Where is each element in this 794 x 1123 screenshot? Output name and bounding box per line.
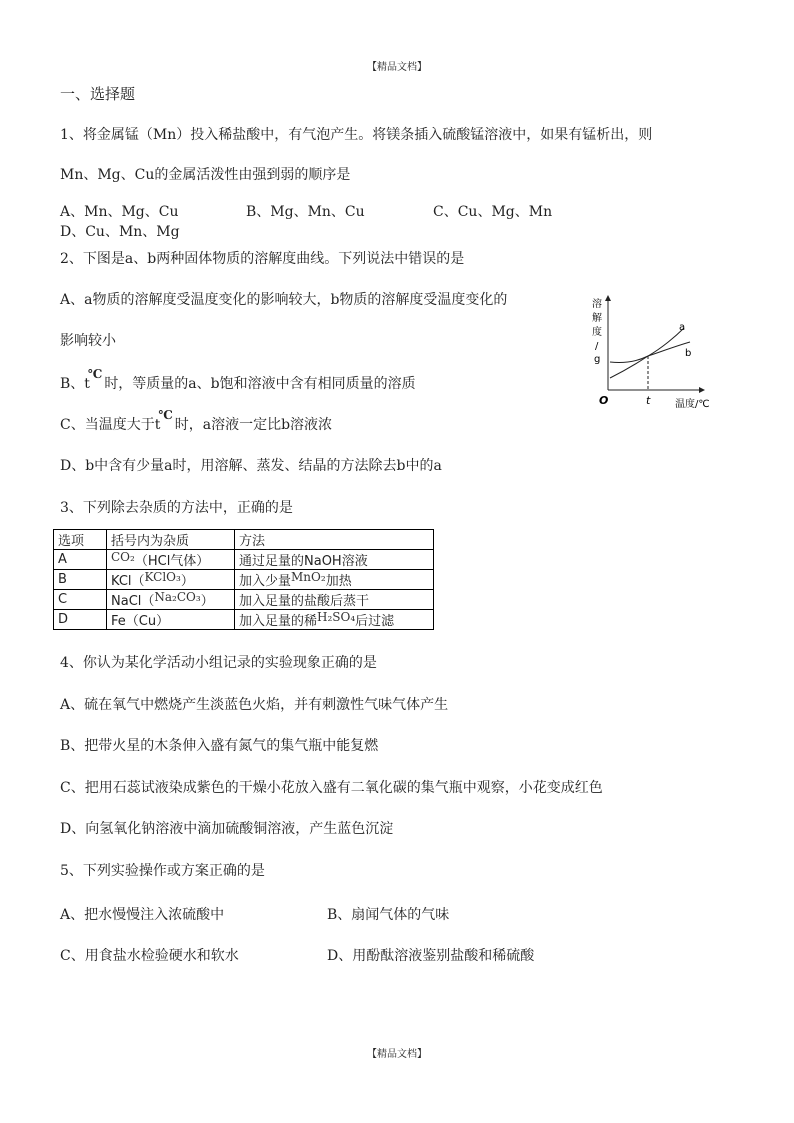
table-header-row (54, 530, 434, 550)
table-cell-method (235, 570, 434, 590)
section-title: 一、选择题 (60, 85, 136, 103)
table-cell-impurity (107, 550, 235, 570)
q4-option-d: D、向氢氧化钠溶液中滴加硫酸铜溶液，产生蓝色沉淀 (60, 821, 394, 837)
curve-a-label: a (679, 322, 686, 333)
q4-option-a: A、硫在氧气中燃烧产生淡蓝色火焰，并有刺激性气味气体产生 (60, 697, 449, 713)
method-text: 通过足量的NaOH溶液 (239, 554, 368, 569)
q2-option-b (60, 367, 416, 393)
q1-option-b: B、Mg、Mn、Cu (246, 204, 365, 220)
solubility-graph (586, 290, 736, 415)
q1-option-a: A、Mn、Mg、Cu (60, 204, 179, 220)
q5-option-c: C、用食盐水检验硬水和软水 (60, 948, 239, 964)
x-axis-label: 温度/℃ (675, 399, 710, 410)
chemical-formula: H₂SO₄ (317, 610, 356, 624)
table-header-cell: 括号内为杂质 (107, 530, 235, 550)
table-cell-method (235, 610, 434, 630)
y-axis-label-char: 溶 (592, 299, 602, 310)
table-cell-option: B (54, 570, 107, 590)
q2-option-b-pre: B、t (60, 376, 90, 392)
q2-option-a-line2: 影响较小 (60, 333, 116, 349)
q3-stem: 3、下列除去杂质的方法中，正确的是 (60, 500, 293, 516)
table-cell-option: C (54, 590, 107, 610)
table-cell-impurity (107, 610, 235, 630)
q1-stem-line1: 1、将金属锰（Mn）投入稀盐酸中，有气泡产生。将镁条插入硫酸锰溶液中，如果有锰析出，则 (60, 127, 653, 143)
t-tick-label: t (646, 394, 651, 407)
q1-option-d: D、Cu、Mn、Mg (60, 224, 180, 240)
y-axis-label-char: g (594, 354, 601, 365)
y-axis-label-char: / (595, 341, 599, 352)
table-header-cell: 方法 (235, 530, 434, 550)
curve-b (610, 342, 690, 363)
q2-stem: 2、下图是a、b两种固体物质的溶解度曲线。下列说法中错误的是 (60, 251, 465, 267)
degree-symbol: ℃ (87, 367, 103, 381)
q4-stem: 4、你认为某化学活动小组记录的实验现象正确的是 (60, 655, 377, 671)
curve-a (610, 328, 684, 378)
method-text: 加入少量 (239, 574, 292, 589)
table-cell-impurity (107, 570, 235, 590)
q4-option-c: C、把用石蕊试液染成紫色的干燥小花放入盛有二氧化碳的集气瓶中观察，小花变成红色 (60, 780, 603, 796)
q4-option-b: B、把带火星的木条伸入盛有氮气的集气瓶中能复燃 (60, 738, 379, 754)
q5-option-b: B、扇闻气体的气味 (327, 907, 450, 923)
table-cell-method (235, 550, 434, 570)
impurity-text: NaCl（ (111, 594, 155, 609)
page-header: 【精品文档】 (367, 62, 427, 73)
q1-stem-line2: Mn、Mg、Cu的金属活泼性由强到弱的顺序是 (60, 167, 351, 183)
y-axis-label-char: 解 (592, 313, 602, 324)
degree-symbol: ℃ (158, 408, 173, 422)
impurity-text: （HCl气体） (134, 554, 210, 569)
table-row (54, 610, 434, 630)
table-cell-method (235, 590, 434, 610)
method-text: 加热 (325, 574, 352, 589)
q5-stem: 5、下列实验操作或方案正确的是 (60, 863, 265, 879)
table-row (54, 570, 434, 590)
q5-option-a: A、把水慢慢注入浓硫酸中 (60, 907, 225, 923)
page-footer: 【精品文档】 (367, 1049, 427, 1060)
y-axis-label-char: 度 (592, 327, 602, 338)
impurity-text: Fe（Cu） (111, 614, 170, 629)
q2-option-c-pre: C、当温度大于t (60, 417, 161, 433)
q2-option-b-post: 时，等质量的a、b饱和溶液中含有相同质量的溶质 (104, 376, 416, 392)
curve-b-label: b (685, 348, 692, 359)
table-cell-option: A (54, 550, 107, 570)
chemical-formula: Na₂CO₃ (154, 590, 201, 604)
table-row (54, 550, 434, 570)
q5-option-d: D、用酚酞溶液鉴别盐酸和稀硫酸 (327, 948, 535, 964)
impurity-table (53, 529, 434, 630)
impurity-text: ） (200, 594, 214, 609)
method-text: 后过滤 (355, 614, 395, 629)
origin-label: O (599, 394, 609, 407)
chemical-formula: KClO₃ (144, 570, 181, 584)
impurity-text: KCl（ (111, 574, 145, 589)
method-text: 加入足量的稀 (239, 614, 318, 629)
q2-option-c (60, 408, 333, 434)
q2-option-a-line1: A、a物质的溶解度受温度变化的影响较大，b物质的溶解度受温度变化的 (60, 292, 508, 308)
method-text: 加入足量的盐酸后蒸干 (239, 594, 370, 609)
chemical-formula: MnO₂ (291, 570, 326, 584)
table-row (54, 590, 434, 610)
table-cell-option: D (54, 610, 107, 630)
table-header-cell: 选项 (54, 530, 107, 550)
q2-option-c-post: 时，a溶液一定比b溶液浓 (174, 417, 333, 433)
impurity-text: ） (180, 574, 194, 589)
table-cell-impurity (107, 590, 235, 610)
q1-option-c: C、Cu、Mg、Mn (433, 204, 553, 220)
chemical-formula: CO₂ (111, 550, 135, 564)
q2-option-d: D、b中含有少量a时，用溶解、蒸发、结晶的方法除去b中的a (60, 458, 442, 474)
